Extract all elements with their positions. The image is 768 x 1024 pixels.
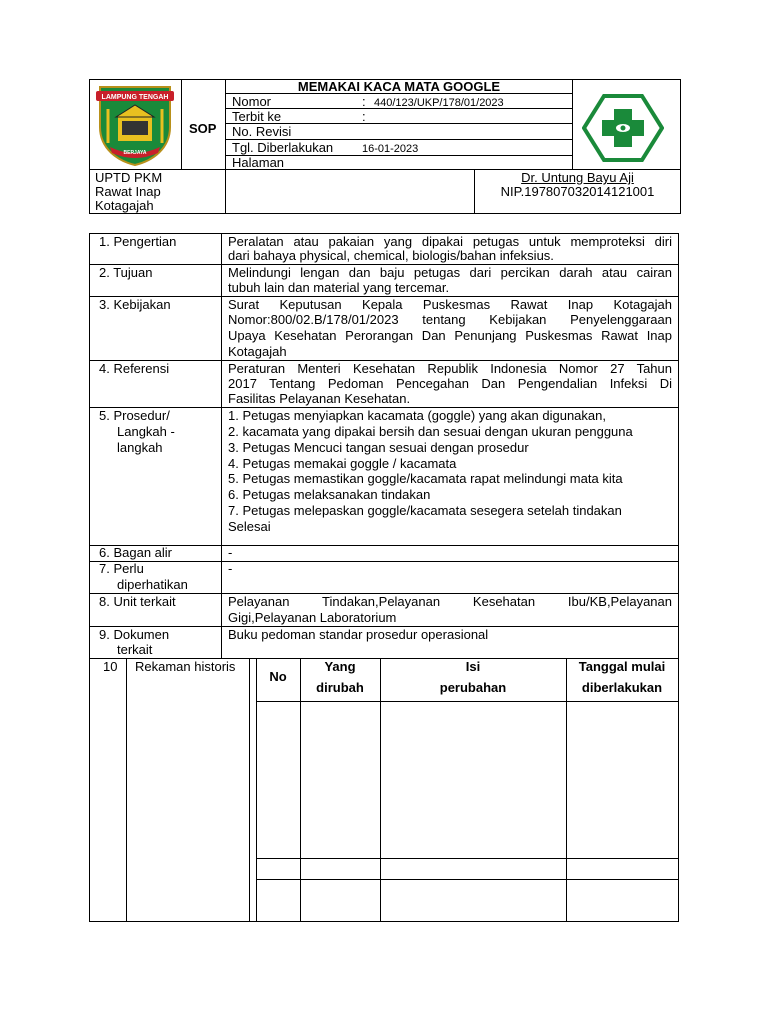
section-label: Langkah - bbox=[117, 424, 175, 439]
section-line: Kotagajah bbox=[228, 344, 287, 359]
section-number: 10 bbox=[103, 659, 118, 674]
section-label: terkait bbox=[117, 642, 153, 657]
document-title: MEMAKAI KACA MATA GOOGLE bbox=[297, 79, 501, 94]
history-header-changed: Yang bbox=[324, 659, 356, 674]
field-sep: : bbox=[362, 109, 366, 124]
field-label: Tgl. Diberlakukan bbox=[232, 140, 334, 155]
section-line: Upaya Kesehatan Perorangan Dan Penunjang Puskesmas Rawat Inap bbox=[228, 328, 672, 343]
sop-label: SOP bbox=[189, 121, 217, 136]
procedure-step: 6. Petugas melaksanakan tindakan bbox=[228, 487, 431, 502]
procedure-step: 2. kacamata yang dipakai bersih dan sesuai dengan ukuran pengguna bbox=[228, 424, 633, 439]
section-line: tubuh lain dan material yang tercemar. bbox=[228, 280, 450, 295]
field-label: No. Revisi bbox=[232, 124, 292, 139]
section-label: 5. Prosedur/ bbox=[99, 408, 170, 423]
field-label: Halaman bbox=[232, 155, 285, 170]
signer-name: Dr. Untung Bayu Aji bbox=[521, 170, 634, 185]
history-header-date: diberlakukan bbox=[581, 680, 663, 695]
field-value: 16-01-2023 bbox=[362, 143, 419, 155]
section-line: Buku pedoman standar prosedur operasional bbox=[228, 627, 489, 642]
section-line: Gigi,Pelayanan Laboratorium bbox=[228, 610, 397, 625]
section-label: diperhatikan bbox=[117, 577, 188, 592]
history-header-content: Isi bbox=[465, 659, 481, 674]
section-label: 6. Bagan alir bbox=[99, 545, 172, 560]
history-header-content: perubahan bbox=[439, 680, 507, 695]
org-line: UPTD PKM bbox=[95, 170, 163, 185]
section-line: - bbox=[228, 545, 233, 560]
procedure-step: 1. Petugas menyiapkan kacamata (goggle) yang akan digunakan, bbox=[228, 408, 606, 423]
section-line: Peralatan atau pakaian yang dipakai petugas untuk memproteksi diri bbox=[228, 234, 672, 249]
procedure-step: 4. Petugas memakai goggle / kacamata bbox=[228, 456, 457, 471]
section-line: Melindungi lengan dan baju petugas dari percikan darah atau cairan bbox=[228, 265, 672, 280]
history-header-date: Tanggal mulai bbox=[578, 659, 666, 674]
regency-logo bbox=[92, 83, 178, 167]
org-line: Kotagajah bbox=[95, 198, 154, 213]
procedure-step: 3. Petugas Mencuci tangan sesuai dengan prosedur bbox=[228, 440, 529, 455]
field-value: 440/123/UKP/178/01/2023 bbox=[374, 97, 504, 109]
history-header-changed: dirubah bbox=[316, 680, 364, 695]
signer-nip: NIP.197807032014121001 bbox=[500, 184, 655, 199]
section-label: 8. Unit terkait bbox=[99, 594, 176, 609]
section-label: 7. Perlu bbox=[99, 561, 144, 576]
section-label: 3. Kebijakan bbox=[99, 297, 171, 312]
section-line: - bbox=[228, 561, 233, 576]
section-label: 9. Dokumen bbox=[99, 627, 170, 642]
section-label: langkah bbox=[117, 440, 163, 455]
svg-text:BERJAYA: BERJAYA bbox=[123, 150, 147, 156]
svg-text:LAMPUNG TENGAH: LAMPUNG TENGAH bbox=[101, 94, 169, 101]
section-label: 2. Tujuan bbox=[99, 265, 153, 280]
section-line: Pelayanan Tindakan,Pelayanan Kesehatan Ibu/KB,Pelayanan bbox=[228, 594, 672, 609]
field-sep: : bbox=[362, 94, 366, 109]
org-line: Rawat Inap bbox=[95, 184, 161, 199]
procedure-step: 7. Petugas melepaskan goggle/kacamata sesegera setelah tindakan bbox=[228, 503, 622, 518]
puskesmas-logo bbox=[582, 93, 664, 163]
section-line: Nomor:800/02.B/178/01/2023 tentang Kebijakan Penyelenggaraan bbox=[228, 312, 672, 327]
procedure-step: Selesai bbox=[228, 519, 271, 534]
section-label: Rekaman historis bbox=[135, 659, 236, 674]
field-label: Terbit ke bbox=[232, 109, 282, 124]
history-header-no: No bbox=[269, 669, 287, 684]
section-line: Surat Keputusan Kepala Puskesmas Rawat Inap Kotagajah bbox=[228, 297, 672, 312]
section-line: Peraturan Menteri Kesehatan Republik Indonesia Nomor 27 Tahun bbox=[228, 361, 672, 376]
section-line: Fasilitas Pelayanan Kesehatan. bbox=[228, 391, 411, 406]
procedure-step: 5. Petugas memastikan goggle/kacamata rapat melindungi mata kita bbox=[228, 471, 623, 486]
section-label: 4. Referensi bbox=[99, 361, 170, 376]
section-line: 2017 Tentang Pedoman Pencegahan Dan Pengendalian Infeksi Di bbox=[228, 376, 672, 391]
field-label: Nomor bbox=[232, 94, 272, 109]
section-line: dari bahaya physical, chemical, biologis/bahan infeksius. bbox=[228, 248, 554, 263]
section-label: 1. Pengertian bbox=[99, 234, 177, 249]
